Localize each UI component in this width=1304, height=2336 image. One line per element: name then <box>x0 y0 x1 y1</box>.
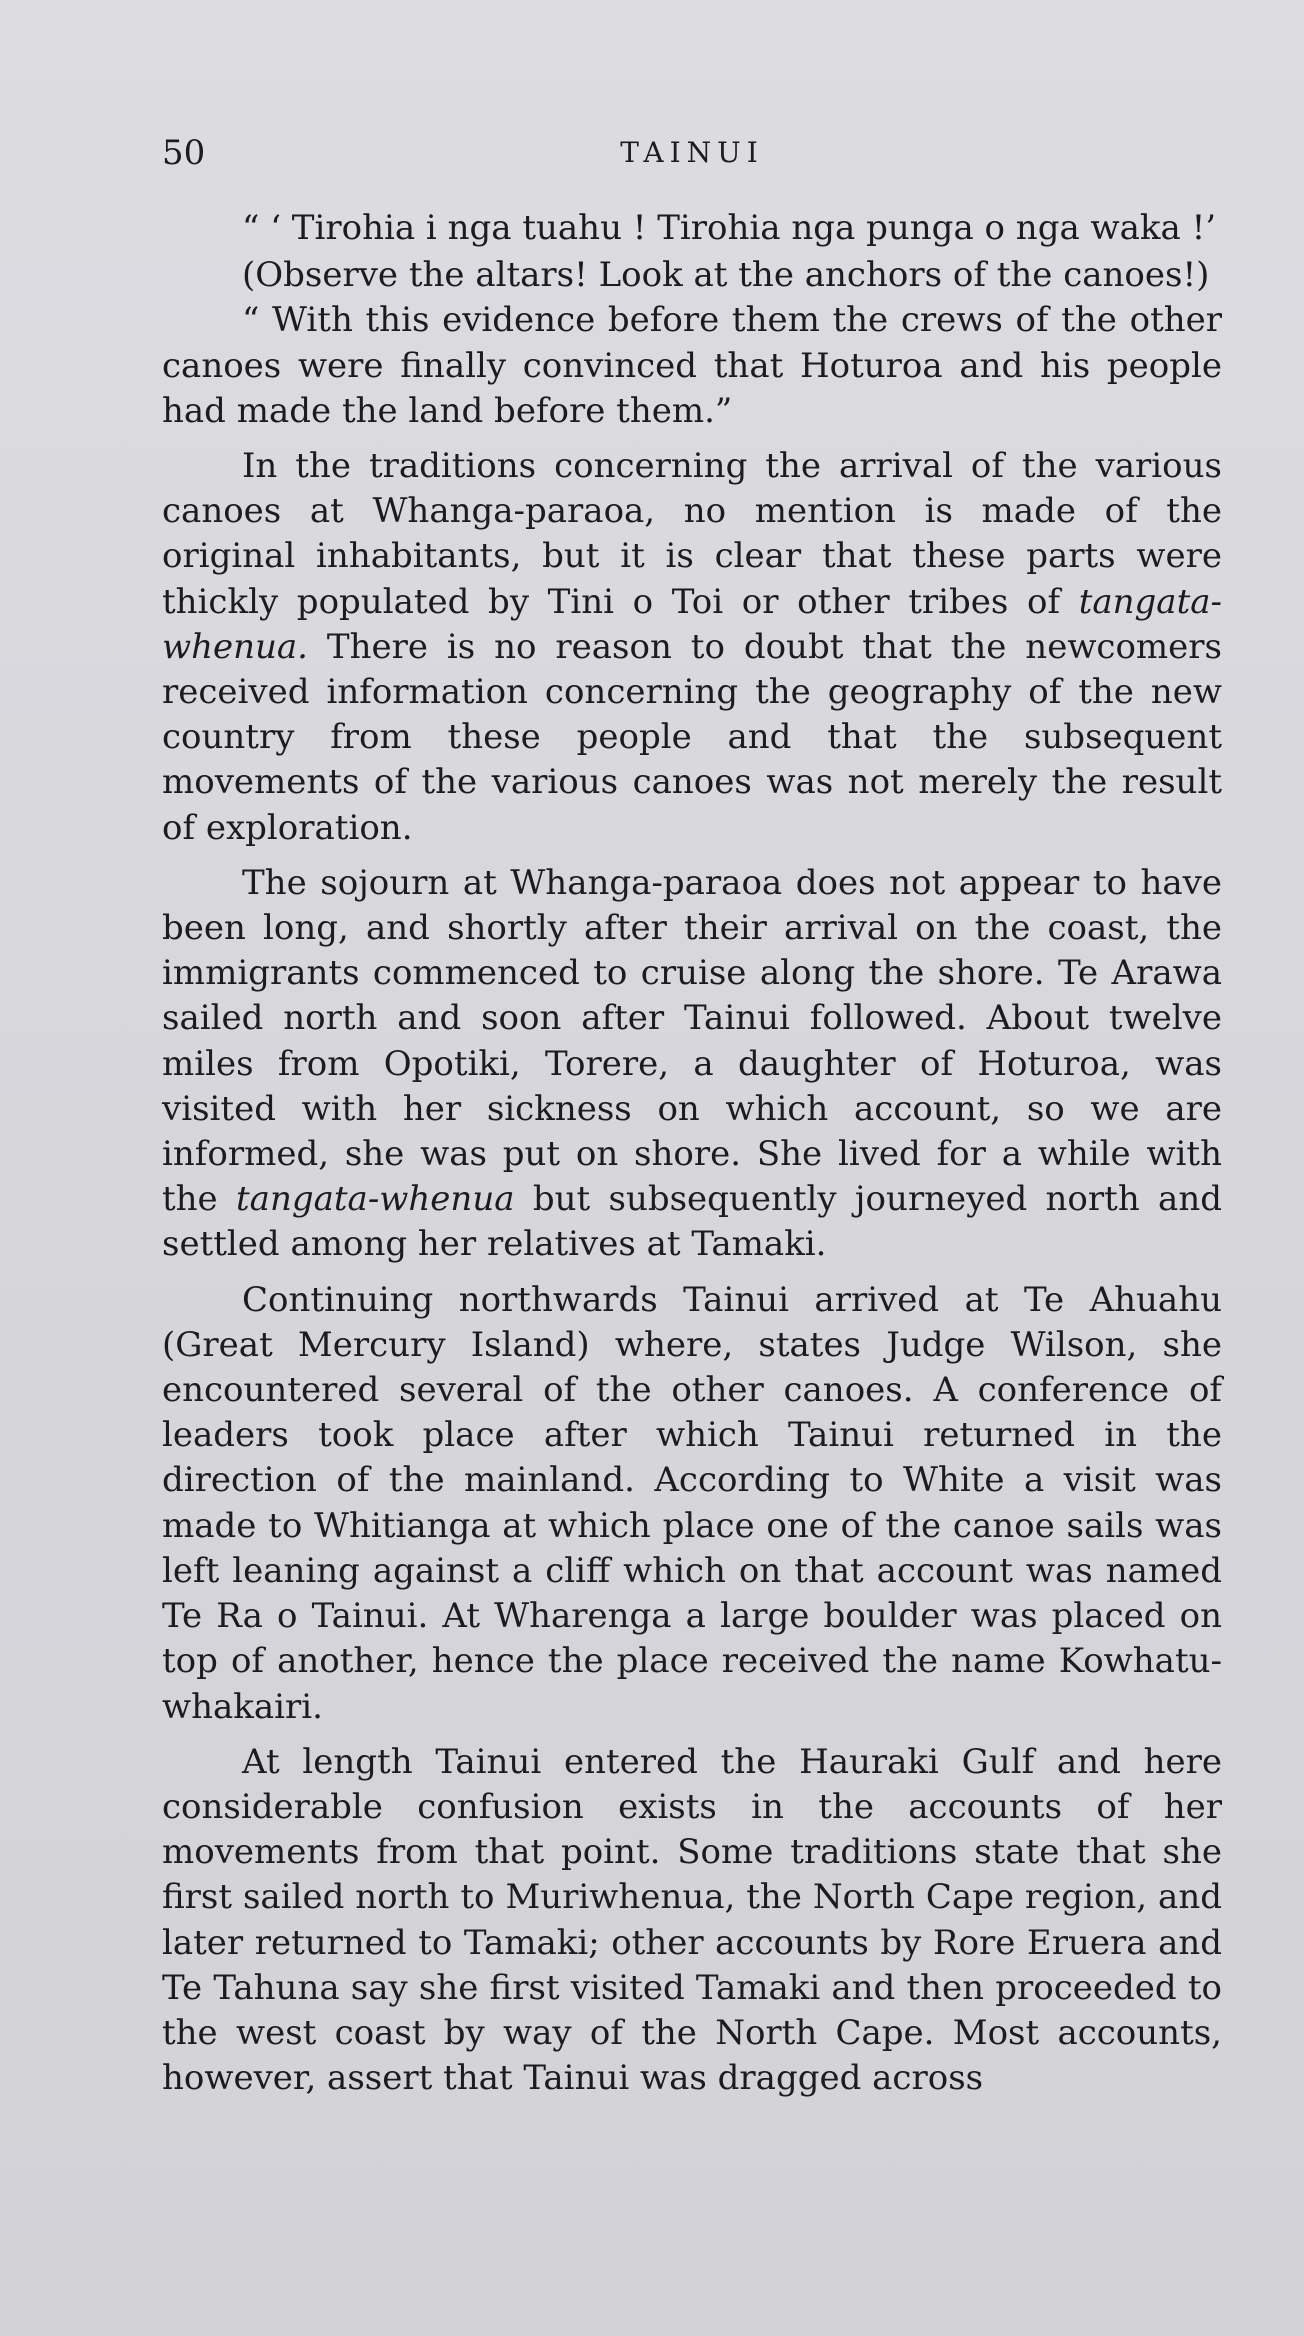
paragraph-sojourn-text-continued: but subsequently journeyed north and settled among her relatives at Tamaki. <box>162 1179 1222 1265</box>
paragraph-traditions-text: In the traditions concerning the arrival of the various canoes at Whanga-paraoa, no mention is made of the original inhabitants, but it is clear that these parts were thickly populated by Tini o Toi or other tribes of <box>162 446 1222 622</box>
paragraph-hauraki: At length Tainui entered the Hauraki Gulf and here considerable confusion exists in the accounts of her movements from that point. Some traditions state that she first sailed north to Muriwhenua, the North Cape region, and later returned to Tamaki; other accounts by Rore Eruera and Te Tahuna say she first visited Tamaki and then proceeded to the west coast by way of the North Cape. Most accounts, however, assert that Tainui was dragged across <box>162 1741 1222 2099</box>
running-title: TAINUI <box>620 136 764 169</box>
quote-conclusion: “ With this evidence before them the crews of the other canoes were finally convinced that Hoturoa and his people had made the land before them.” <box>162 300 1222 431</box>
paragraph-sojourn <box>162 861 1222 1268</box>
paragraph-sojourn-text: The sojourn at Whanga-paraoa does not appear to have been long, and shortly after their arrival on the coast, the immigrants commenced to cruise along the shore. Te Arawa sailed north and soon after Tainui followed. About twelve miles from Opotiki, Torere, a daughter of Hoturoa, was visited with her sickness on which account, so we are informed, she was put on shore. She lived for a while with the <box>162 862 1222 1220</box>
running-head <box>162 128 1222 178</box>
italic-term-tangata-whenua: tangata-whenua <box>236 1179 515 1220</box>
quote-english: (Observe the altars! Look at the anchors of the canoes!) <box>242 255 1210 296</box>
paragraph-traditions <box>162 444 1222 851</box>
paragraph-northwards: Continuing northwards Tainui arrived at Te Ahuahu (Great Mercury Island) where, states Judge Wilson, she encountered several of the other canoes. A conference of leaders took place after which Tainui returned in the direction of the mainland. According to White a visit was made to Whitianga at which place one of the canoe sails was left leaning against a cliff which on that account was named Te Ra o Tainui. At Wharenga a large boulder was placed on top of another, hence the place received the name Kowhatu-whakairi. <box>162 1279 1222 1727</box>
paragraph-traditions-text-continued: There is no reason to doubt that the newcomers received information concerning the geography of the new country from these people and that the subsequent movements of the various canoes was not merely the result of exploration. <box>162 626 1222 848</box>
quote-maori: “ ‘ Tirohia i nga tuahu ! Tirohia nga punga o nga waka !’ <box>242 208 1217 248</box>
body-text <box>162 206 1222 2101</box>
page-number: 50 <box>162 133 206 173</box>
italic-term-tangata-whenua: tangata-whenua. <box>162 581 1222 667</box>
